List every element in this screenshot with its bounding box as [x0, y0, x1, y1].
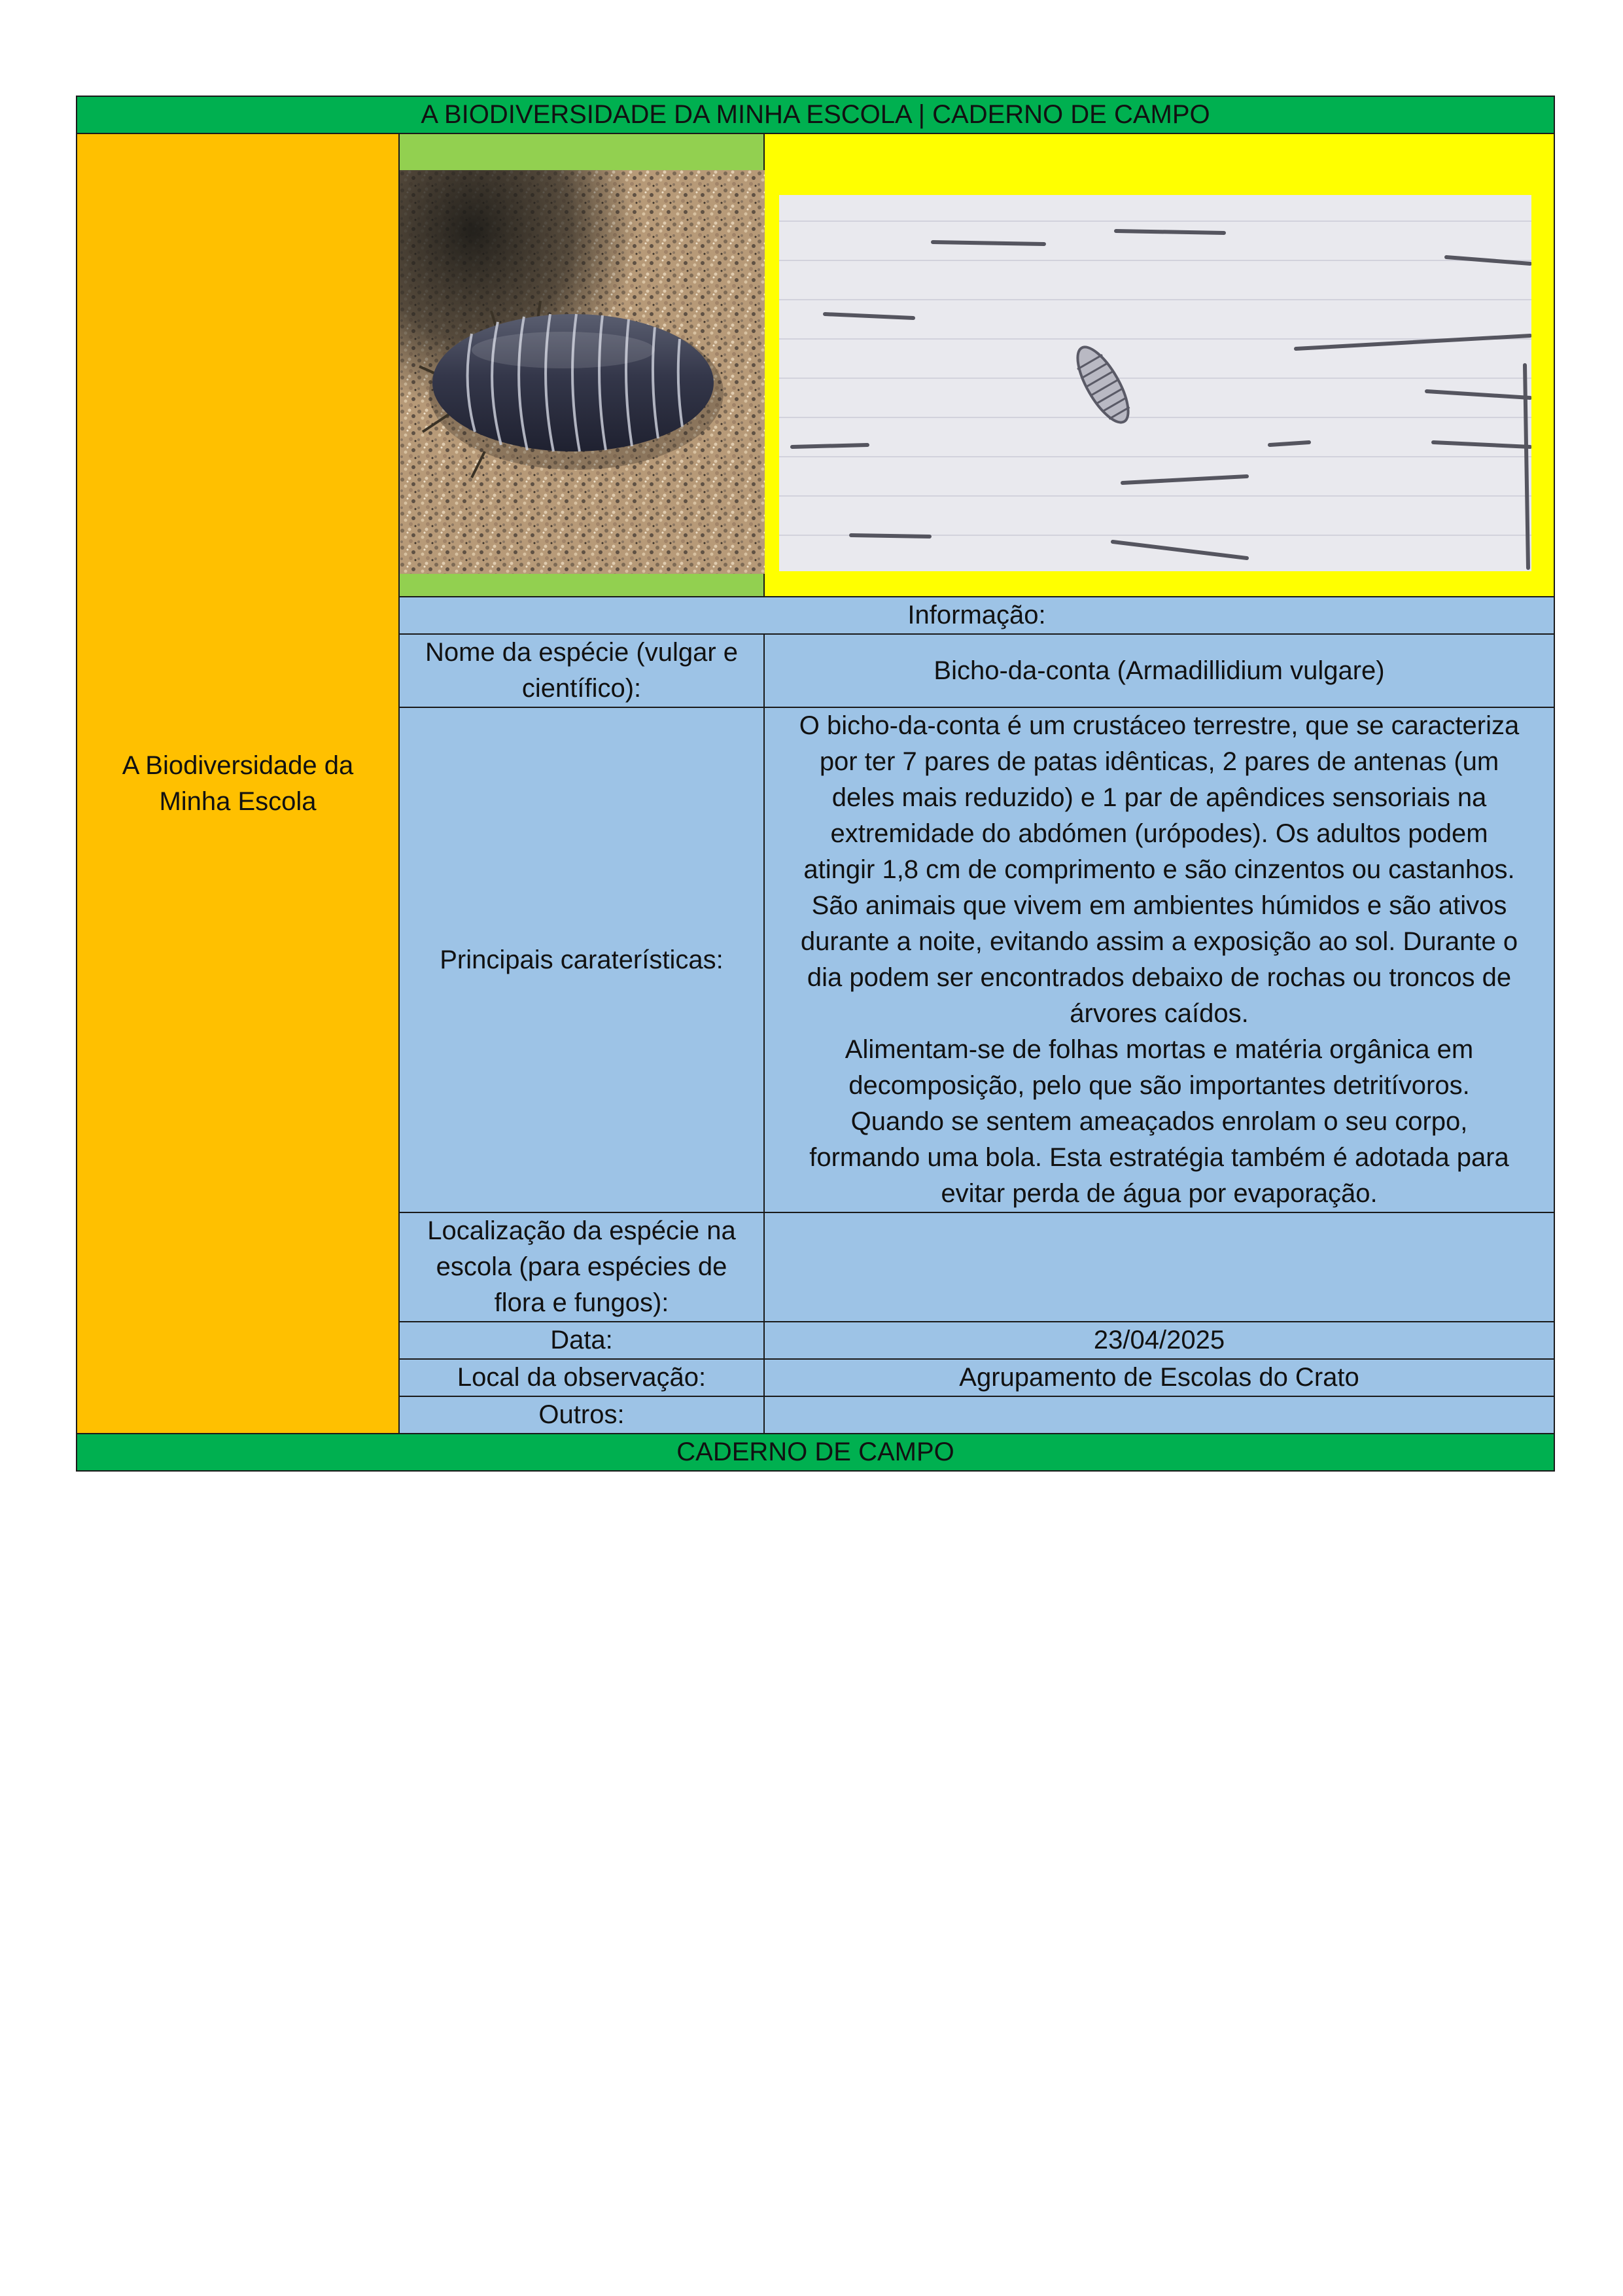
features-line: decomposição, pelo que são importantes detritívoros.: [848, 1071, 1470, 1100]
place-value: Agrupamento de Escolas do Crato: [764, 1359, 1554, 1396]
species-label: [399, 634, 764, 707]
features-line: O bicho-da-conta é um crustáceo terrestre, que se caracteriza: [799, 711, 1520, 740]
pill-bug-sketch: [779, 195, 1531, 571]
drawing-cell: [764, 133, 1554, 597]
footer-title: CADERNO DE CAMPO: [77, 1434, 1554, 1471]
location-label: [399, 1212, 764, 1322]
field-notebook-table: [76, 96, 1555, 1472]
location-value: [764, 1212, 1554, 1322]
features-line: dia podem ser encontrados debaixo de rochas ou troncos de: [807, 963, 1512, 992]
location-label-line-2: escola (para espécies de: [436, 1252, 727, 1281]
features-line: evitar perda de água por evaporação.: [941, 1179, 1378, 1208]
photo-cell: [399, 133, 764, 597]
others-value: [764, 1396, 1554, 1434]
features-line: São animais que vivem em ambientes húmidos e são ativos: [811, 891, 1507, 920]
header-title: A BIODIVERSIDADE DA MINHA ESCOLA | CADERNO DE CAMPO: [77, 96, 1554, 133]
side-label-line-2: Minha Escola: [159, 786, 317, 816]
features-line: deles mais reduzido) e 1 par de apêndices sensoriais na: [831, 783, 1487, 812]
features-line: extremidade do abdómen (urópodes). Os adultos podem: [830, 819, 1488, 848]
features-line: formando uma bola. Esta estratégia também é adotada para: [809, 1143, 1509, 1172]
species-value: Bicho-da-conta (Armadillidium vulgare): [764, 634, 1554, 707]
features-line: durante a noite, evitando assim a exposição ao sol. Durante o: [800, 927, 1518, 956]
location-label-line-1: Localização da espécie na: [427, 1216, 736, 1245]
features-description: [764, 707, 1554, 1212]
location-label-line-3: flora e fungos):: [494, 1288, 669, 1317]
others-label: Outros:: [399, 1396, 764, 1434]
features-line: árvores caídos.: [1070, 999, 1249, 1028]
side-label-line-1: A Biodiversidade da: [122, 751, 354, 780]
side-label: [77, 133, 399, 1434]
date-label: Data:: [399, 1322, 764, 1359]
place-label: Local da observação:: [399, 1359, 764, 1396]
features-label: Principais caraterísticas:: [399, 707, 764, 1212]
pill-bug-photo: [400, 170, 765, 574]
species-label-line-1: Nome da espécie (vulgar e: [425, 638, 739, 667]
date-value: 23/04/2025: [764, 1322, 1554, 1359]
species-label-line-2: científico):: [521, 674, 642, 703]
features-line: por ter 7 pares de patas idênticas, 2 pares de antenas (um: [819, 747, 1499, 776]
features-line: Alimentam-se de folhas mortas e matéria orgânica em: [845, 1035, 1474, 1064]
features-line: atingir 1,8 cm de comprimento e são cinzentos ou castanhos.: [803, 855, 1515, 884]
features-line: Quando se sentem ameaçados enrolam o seu corpo,: [850, 1107, 1468, 1136]
info-heading: Informação:: [399, 597, 1554, 634]
